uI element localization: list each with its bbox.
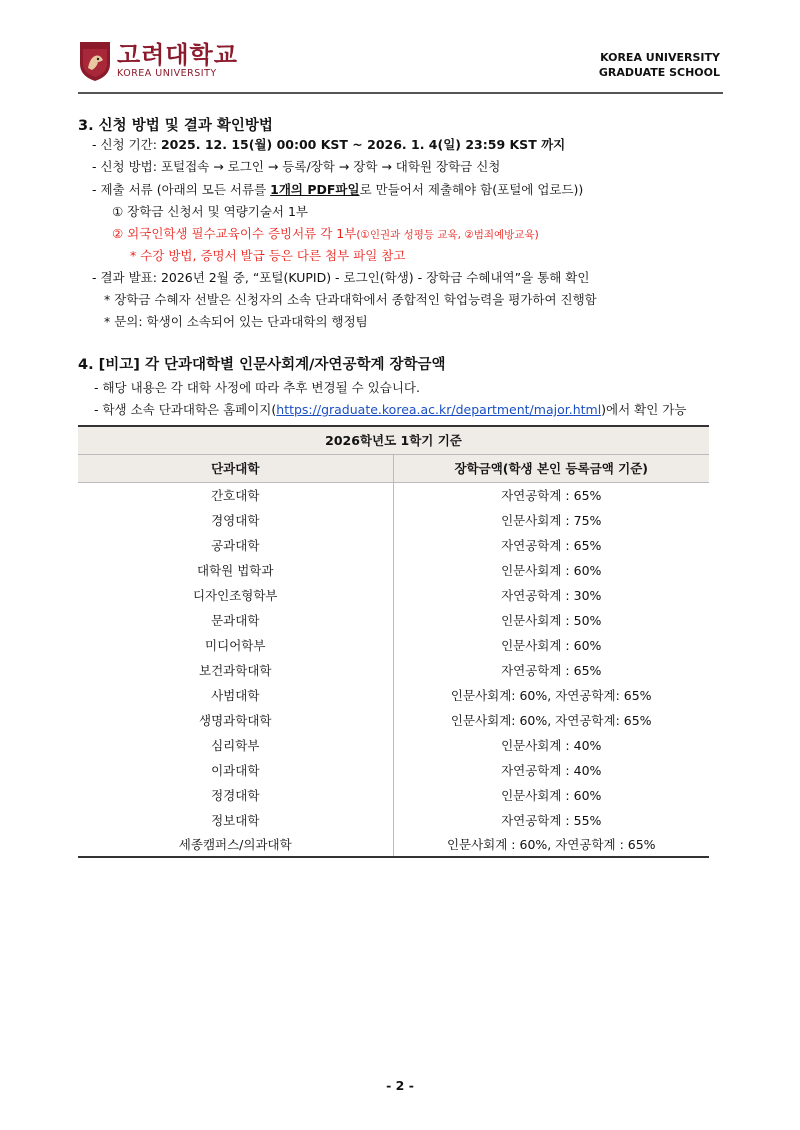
amount-cell: 자연공학계 : 30% xyxy=(501,587,602,603)
table-row xyxy=(78,707,709,732)
homepage-note xyxy=(94,402,686,418)
homepage-link[interactable]: https://graduate.korea.ac.kr/department/major.html xyxy=(276,402,602,417)
college-cell: 대학원 법학과 xyxy=(78,557,393,582)
period-label: - 신청 기간: xyxy=(92,137,161,152)
amount-cell: 인문사회계 : 50% xyxy=(501,612,602,628)
doc2-main: ② 외국인학생 필수교육이수 증빙서류 각 1부 xyxy=(112,226,357,241)
college-cell: 공과대학 xyxy=(78,532,393,557)
school-name xyxy=(599,50,720,80)
college-cell: 사범대학 xyxy=(78,682,393,707)
document-note: * 수강 방법, 증명서 발급 등은 다른 첨부 파일 참고 xyxy=(130,248,406,263)
logo-english-name: KOREA UNIVERSITY xyxy=(117,68,217,79)
college-cell: 생명과학대학 xyxy=(78,707,393,732)
table-row xyxy=(78,482,709,507)
table-row xyxy=(78,807,709,832)
contact-note: * 문의: 학생이 소속되어 있는 단과대학의 행정팀 xyxy=(104,314,368,329)
table-row xyxy=(78,582,709,607)
application-period xyxy=(92,137,565,153)
table-row xyxy=(78,507,709,532)
amount-cell: 인문사회계 : 60%, 자연공학계 : 65% xyxy=(393,832,709,857)
amount-cell: 자연공학계 : 65% xyxy=(501,487,602,503)
table-row xyxy=(78,682,709,707)
homepage-suffix: )에서 확인 가능 xyxy=(601,402,687,417)
college-cell: 심리학부 xyxy=(78,732,393,757)
section4-title: 4. [비고] 각 단과대학별 인문사회계/자연공학계 장학금액 xyxy=(78,357,446,373)
header-divider xyxy=(78,92,723,94)
college-cell: 경영대학 xyxy=(78,507,393,532)
table-row xyxy=(78,757,709,782)
table-row xyxy=(78,632,709,657)
doc2-small: (①인권과 성평등 교육, ②범죄예방교육) xyxy=(356,229,539,241)
scholarship-table xyxy=(78,425,709,858)
application-method: - 신청 방법: 포털접속 → 로그인 → 등록/장학 → 장학 → 대학원 장학금 신청 xyxy=(92,159,501,174)
college-cell: 간호대학 xyxy=(78,482,393,507)
homepage-prefix: - 학생 소속 단과대학은 홈페이지( xyxy=(94,402,277,417)
required-documents xyxy=(92,182,583,198)
column-header-college: 단과대학 xyxy=(78,454,393,482)
change-notice: - 해당 내용은 각 대학 사정에 따라 추후 변경될 수 있습니다. xyxy=(94,380,420,395)
college-cell: 미디어학부 xyxy=(78,632,393,657)
table-row xyxy=(78,782,709,807)
document-item-2 xyxy=(112,226,539,243)
college-cell: 보건과학대학 xyxy=(78,657,393,682)
docs-bold: 1개의 PDF파일 xyxy=(270,182,360,197)
crimson-tiger-seal-icon xyxy=(78,40,112,82)
amount-cell: 인문사회계: 60%, 자연공학계: 65% xyxy=(450,712,652,728)
university-logo xyxy=(78,40,238,82)
amount-cell: 인문사회계: 60%, 자연공학계: 65% xyxy=(450,687,652,703)
college-cell: 디자인조형학부 xyxy=(78,582,393,607)
table-row xyxy=(78,732,709,757)
amount-cell: 인문사회계 : 40% xyxy=(501,737,602,753)
amount-cell: 자연공학계 : 40% xyxy=(501,762,602,778)
table-row xyxy=(78,832,709,857)
selection-note: * 장학금 수혜자 선발은 신청자의 소속 단과대학에서 종합적인 학업능력을 평가하여 진행함 xyxy=(104,292,597,307)
table-row xyxy=(78,532,709,557)
table-row xyxy=(78,607,709,632)
docs-prefix: - 제출 서류 (아래의 모든 서류를 xyxy=(92,182,271,197)
amount-cell: 인문사회계 : 60% xyxy=(501,562,602,578)
section3-title: 3. 신청 방법 및 결과 확인방법 xyxy=(78,118,273,134)
amount-cell: 인문사회계 : 60% xyxy=(501,787,602,803)
result-announcement: - 결과 발표: 2026년 2월 중, “포털(KUPID) - 로그인(학생) - 장학금 수혜내역”을 통해 확인 xyxy=(92,270,590,285)
amount-cell: 자연공학계 : 65% xyxy=(501,537,602,553)
logo-korean-name: 고려대학교 xyxy=(117,41,238,69)
page-header xyxy=(0,0,800,100)
amount-cell: 인문사회계 : 60% xyxy=(501,637,602,653)
amount-cell: 자연공학계 : 65% xyxy=(501,662,602,678)
document-item-1: ① 장학금 신청서 및 역량기술서 1부 xyxy=(112,204,309,219)
college-cell: 정보대학 xyxy=(78,807,393,832)
college-cell: 정경대학 xyxy=(78,782,393,807)
amount-cell: 자연공학계 : 55% xyxy=(501,812,602,828)
table-caption: 2026학년도 1학기 기준 xyxy=(78,426,709,454)
page-number: - 2 - xyxy=(386,1078,414,1093)
college-cell: 이과대학 xyxy=(78,757,393,782)
table-row xyxy=(78,657,709,682)
school-name-line1: KOREA UNIVERSITY xyxy=(600,51,720,64)
amount-cell: 인문사회계 : 75% xyxy=(501,512,602,528)
period-value: 2025. 12. 15(월) 00:00 KST ~ 2026. 1. 4(일) 23:59 KST 까지 xyxy=(160,137,566,152)
table-row xyxy=(78,557,709,582)
docs-suffix: 로 만들어서 제출해야 함(포털에 업로드)) xyxy=(359,182,584,197)
school-name-line2: GRADUATE SCHOOL xyxy=(598,66,720,79)
college-cell: 문과대학 xyxy=(78,607,393,632)
college-cell: 세종캠퍼스/의과대학 xyxy=(78,832,393,857)
column-header-amount: 장학금액(학생 본인 등록금액 기준) xyxy=(393,454,709,482)
